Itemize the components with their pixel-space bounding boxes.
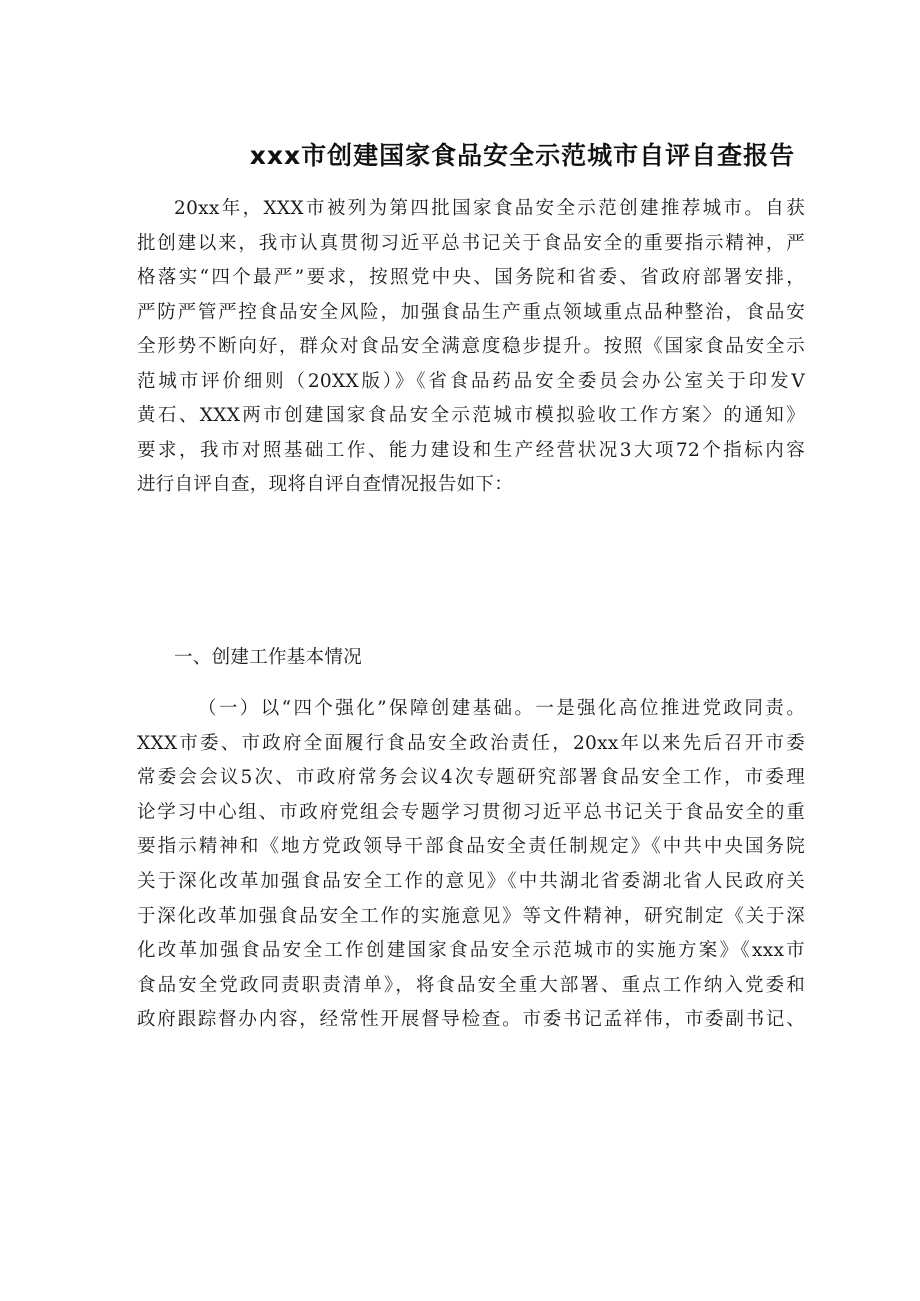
paragraph-line: 化改革加强食品安全工作创建国家食品安全示范城市的实施方案》《xxx市 bbox=[137, 940, 805, 962]
paragraph-line: 论学习中心组、市政府党组会专题学习贯彻习近平总书记关于食品安全的重 bbox=[137, 801, 805, 823]
paragraph-line: 政府跟踪督办内容，经常性开展督导检查。市委书记孟祥伟，市委副书记、 bbox=[137, 1009, 805, 1031]
paragraph-line: XXX市委、市政府全面履行食品安全政治责任，20xx年以来先后召开市委 bbox=[137, 732, 805, 754]
paragraph-line: 20xx年，XXX市被列为第四批国家食品安全示范创建推荐城市。自获 bbox=[174, 198, 805, 219]
paragraph-line: 常委会会议5次、市政府常务会议4次专题研究部署食品安全工作，市委理 bbox=[137, 767, 805, 789]
paragraph-line: 要指示精神和《地方党政领导干部食品安全责任制规定》《中共中央国务院 bbox=[137, 836, 805, 858]
paragraph-line: 要求，我市对照基础工作、能力建设和生产经营状况3大项72个指标内容 bbox=[137, 439, 805, 461]
paragraph-line: 黄石、XXX两市创建国家食品安全示范城市模拟验收工作方案〉的通知》 bbox=[137, 405, 805, 426]
paragraph-line: 于深化改革加强食品安全工作的实施意见》等文件精神，研究制定《关于深 bbox=[137, 905, 805, 927]
document-title: xxx市创建国家食品安全示范城市自评自查报告 bbox=[249, 141, 796, 170]
paragraph-line: 格落实“四个最严”要求，按照党中央、国务院和省委、省政府部署安排， bbox=[137, 267, 805, 288]
section-heading: 一、创建工作基本情况 bbox=[174, 647, 363, 668]
intro-paragraph bbox=[137, 192, 805, 503]
paragraph-line: 全形势不断向好，群众对食品安全满意度稳步提升。按照《国家食品安全示 bbox=[137, 336, 805, 357]
paragraph-line: 食品安全党政同责职责清单》，将食品安全重大部署、重点工作纳入党委和 bbox=[137, 974, 805, 996]
paragraph-line: 批创建以来，我市认真贯彻习近平总书记关于食品安全的重要指示精神，严 bbox=[137, 232, 805, 254]
paragraph-line: 关于深化改革加强食品安全工作的意见》《中共湖北省委湖北省人民政府关 bbox=[137, 870, 805, 892]
paragraph-line: （一）以“四个强化”保障创建基础。一是强化高位推进党政同责。 bbox=[198, 698, 805, 719]
section1-paragraph bbox=[137, 692, 805, 1038]
paragraph-line: 范城市评价细则（20XX版）》《省食品药品安全委员会办公室关于印发Ⅴ bbox=[137, 370, 805, 392]
paragraph-line: 进行自评自查，现将自评自查情况报告如下： bbox=[137, 474, 514, 495]
paragraph-line: 严防严管严控食品安全风险，加强食品生产重点领域重点品种整治，食品安 bbox=[137, 301, 805, 323]
